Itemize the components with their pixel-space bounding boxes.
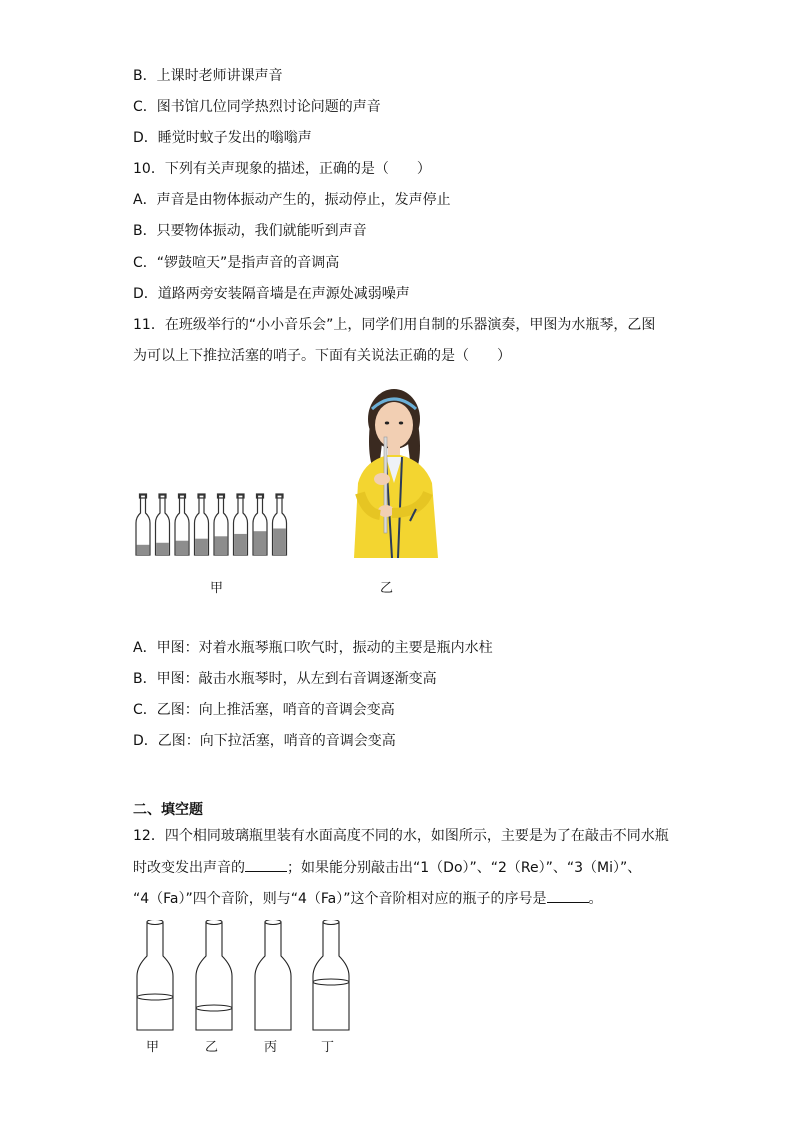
q10-option-a: A．声音是由物体振动产生的，振动停止，发声停止 — [133, 192, 451, 208]
figure-label-jia: 甲 — [210, 581, 224, 596]
glass-bottle — [255, 922, 291, 1030]
xylophone-bottle-water — [215, 536, 228, 555]
water-surface — [313, 979, 349, 985]
q10-option-d: D．道路两旁安装隔音墙是在声源处减弱噪声 — [133, 286, 410, 302]
xylophone-bottle-water — [234, 534, 247, 555]
q11-option-a: A．甲图：对着水瓶琴瓶口吹气时，振动的主要是瓶内水柱 — [133, 640, 493, 656]
q10-option-c: C．“锣鼓喧天”是指声音的音调高 — [133, 255, 340, 271]
bottle-label-ding: 丁 — [321, 1040, 335, 1055]
answer-blank-1[interactable] — [245, 857, 287, 872]
figure-label-yi: 乙 — [380, 581, 394, 596]
glass-bottle-rim — [265, 920, 281, 925]
glass-bottle-rim — [147, 920, 163, 925]
q11-stem-line2: 为可以上下推拉活塞的哨子。下面有关说法正确的是（ ） — [133, 348, 511, 364]
water-surface — [196, 1005, 232, 1011]
glass-bottle — [137, 922, 173, 1030]
section-title-fill-blank: 二、填空题 — [133, 802, 203, 818]
q9-option-d: D．睡觉时蚊子发出的嗡嗡声 — [133, 130, 312, 146]
xylophone-bottle-water — [254, 531, 267, 555]
xylophone-bottle-water — [195, 539, 208, 555]
q12-line3-part1: “4（Fa）”四个音阶，则与“4（Fa）”这个音阶相对应的瓶子的序号是 — [133, 891, 547, 907]
answer-blank-2[interactable] — [547, 888, 589, 903]
glass-bottle-rim — [323, 920, 339, 925]
xylophone-bottle-water — [273, 528, 286, 555]
q11-option-b: B．甲图：敲击水瓶琴时，从左到右音调逐渐变高 — [133, 671, 437, 687]
q12-line1: 12．四个相同玻璃瓶里装有水面高度不同的水，如图所示，主要是为了在敲击不同水瓶 — [133, 828, 669, 844]
q12-line2-part2: ；如果能分别敲击出“1（Do）”、“2（Re）”、“3（Mi）”、 — [287, 860, 642, 876]
q12-line3 — [133, 888, 603, 909]
bottle-label-yi: 乙 — [205, 1040, 219, 1055]
q12-line3-part2: 。 — [588, 891, 603, 907]
q12-line2 — [133, 857, 641, 878]
girl-with-whistle-figure — [336, 383, 454, 558]
xylophone-bottle-water — [137, 545, 150, 555]
xylophone-bottle-water — [156, 543, 169, 555]
bottle-label-bing: 丙 — [264, 1040, 278, 1055]
water-bottle-xylophone-figure — [134, 493, 294, 558]
q9-option-b: B．上课时老师讲课声音 — [133, 68, 283, 84]
xylophone-bottle-water — [176, 541, 189, 555]
q9-option-c: C．图书馆几位同学热烈讨论问题的声音 — [133, 99, 381, 115]
four-bottles-figure — [133, 920, 363, 1035]
bottle-label-jia: 甲 — [146, 1040, 160, 1055]
q11-stem-line1: 11．在班级举行的“小小音乐会”上，同学们用自制的乐器演奏，甲图为水瓶琴，乙图 — [133, 317, 656, 333]
water-surface — [137, 994, 173, 1000]
q11-option-d: D．乙图：向下拉活塞，哨音的音调会变高 — [133, 733, 396, 749]
glass-bottle — [313, 922, 349, 1030]
glass-bottle-rim — [206, 920, 222, 925]
glass-bottle — [196, 922, 232, 1030]
q10-stem: 10．下列有关声现象的描述，正确的是（ ） — [133, 161, 431, 177]
q10-option-b: B．只要物体振动，我们就能听到声音 — [133, 223, 367, 239]
q11-option-c: C．乙图：向上推活塞，哨音的音调会变高 — [133, 702, 395, 718]
q12-line2-part1: 时改变发出声音的 — [133, 860, 245, 876]
